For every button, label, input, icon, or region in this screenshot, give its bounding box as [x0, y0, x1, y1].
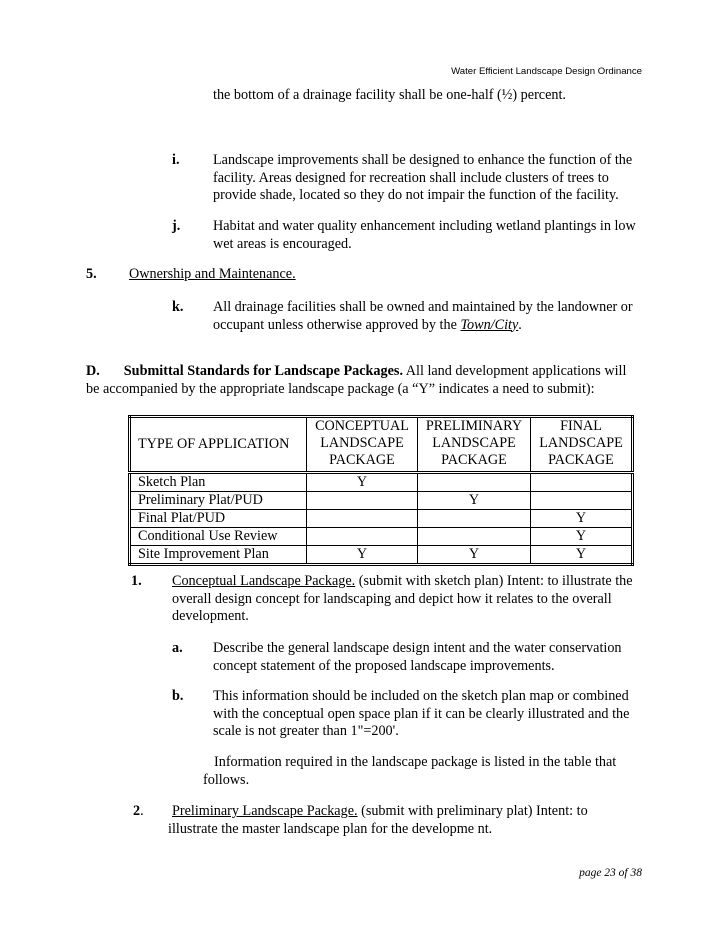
table-cell: Y	[531, 546, 633, 565]
table-row	[130, 473, 633, 492]
section-d-letter: D.	[86, 363, 100, 379]
item-j-text	[213, 218, 636, 253]
item-2-text	[168, 803, 588, 838]
table-cell: Y	[307, 546, 418, 565]
item-j-label: j.	[172, 218, 181, 234]
table-cell: Conditional Use Review	[130, 528, 307, 546]
item-k-line: All drainage facilities shall be owned and maintained by the landowner or	[213, 299, 633, 315]
table-cell	[307, 492, 418, 510]
continued-text: the bottom of a drainage facility shall be one-half (½) percent.	[213, 87, 566, 103]
item-k-line	[213, 317, 633, 335]
table-cell	[418, 510, 531, 528]
running-header: Water Efficient Landscape Design Ordinance	[451, 66, 642, 77]
item-i-text	[213, 152, 632, 205]
item-b-line: This information should be included on the sketch plan map or combined	[213, 688, 629, 704]
item-1-line	[172, 573, 633, 591]
landscape-package-table	[128, 415, 634, 566]
table-row	[130, 528, 633, 546]
item-1-rest: (submit with sketch plan) Intent: to illustrate the	[355, 573, 633, 589]
table-cell: Y	[531, 528, 633, 546]
section-d-title: Submittal Standards for Landscape Packages.	[123, 363, 403, 379]
table-cell	[418, 473, 531, 492]
item-j-line: wet areas is encouraged.	[213, 235, 352, 252]
table-cell	[307, 528, 418, 546]
item-k-label: k.	[172, 299, 184, 315]
table-cell	[531, 473, 633, 492]
table-header-row	[130, 417, 633, 473]
item-1-line: development.	[172, 608, 249, 624]
table-cell: Preliminary Plat/PUD	[130, 492, 307, 510]
item-1-number: 1.	[131, 573, 142, 589]
table-cell	[418, 528, 531, 546]
table-cell: Y	[418, 492, 531, 510]
item-k-prefix: occupant unless otherwise approved by the	[213, 316, 461, 333]
item-2-line	[172, 803, 588, 821]
item-i-line: facility. Areas designed for recreation shall include clusters of trees to	[213, 169, 609, 186]
table-row	[130, 546, 633, 565]
item-i-label: i.	[172, 152, 180, 168]
item-2-number: 2.	[133, 803, 144, 819]
info-paragraph	[203, 754, 616, 789]
table-cell: Site Improvement Plan	[130, 546, 307, 565]
item-2-rest: (submit with preliminary plat) Intent: to	[357, 803, 588, 819]
section-d-line: be accompanied by the appropriate landscape package (a “Y” indicates a need to submit):	[86, 380, 595, 397]
info-line: Information required in the landscape package is listed in the table that	[214, 754, 617, 770]
item-b-line: scale is not greater than 1"=200'.	[213, 723, 399, 739]
info-line: follows.	[203, 771, 250, 788]
table-cell	[531, 492, 633, 510]
item-1-text	[172, 573, 633, 626]
item-i-line: provide shade, located so they do not impair the function of the facility.	[213, 187, 619, 203]
item-a-text	[213, 640, 622, 675]
item-b-text	[213, 688, 629, 741]
item-2-title: Preliminary Landscape Package.	[172, 803, 358, 819]
table-row	[130, 492, 633, 510]
section-5-number: 5.	[86, 266, 97, 282]
item-1-title: Conceptual Landscape Package.	[172, 573, 356, 589]
item-b-label: b.	[172, 688, 184, 704]
item-k-suffix: .	[518, 316, 522, 333]
item-k-text	[213, 299, 633, 334]
table-cell: Y	[418, 546, 531, 565]
item-i-line: Landscape improvements shall be designed to enhance the function of the	[213, 152, 633, 168]
table-cell: Sketch Plan	[130, 473, 307, 492]
item-a-line: Describe the general landscape design intent and the water conservation	[213, 640, 622, 656]
section-d-line	[86, 363, 646, 381]
table-cell: Final Plat/PUD	[130, 510, 307, 528]
town-city-link: Town/City	[460, 316, 519, 333]
table-cell: Y	[307, 473, 418, 492]
table-row	[130, 510, 633, 528]
page-number: page 23 of 38	[579, 867, 642, 879]
item-1-line: overall design concept for landscaping and depict how it relates to the overall	[172, 590, 612, 607]
item-j-line: Habitat and water quality enhancement including wetland plantings in low	[213, 218, 636, 234]
header-preliminary: PRELIMINARY LANDSCAPE PACKAGE	[418, 417, 531, 473]
table-cell: Y	[531, 510, 633, 528]
item-a-label: a.	[172, 640, 183, 656]
item-b-line: with the conceptual open space plan if it can be clearly illustrated and the	[213, 705, 630, 722]
header-conceptual: CONCEPTUAL LANDSCAPE PACKAGE	[307, 417, 418, 473]
header-final: FINAL LANDSCAPE PACKAGE	[531, 417, 633, 473]
item-2-line: illustrate the master landscape plan for the developme nt.	[168, 820, 493, 837]
section-5-title: Ownership and Maintenance.	[129, 266, 296, 282]
header-type-of-application: TYPE OF APPLICATION	[130, 417, 307, 473]
section-d	[86, 363, 646, 398]
section-d-text: All land development applications will	[403, 363, 627, 379]
table-cell	[307, 510, 418, 528]
item-a-line: concept statement of the proposed landscape improvements.	[213, 657, 555, 674]
